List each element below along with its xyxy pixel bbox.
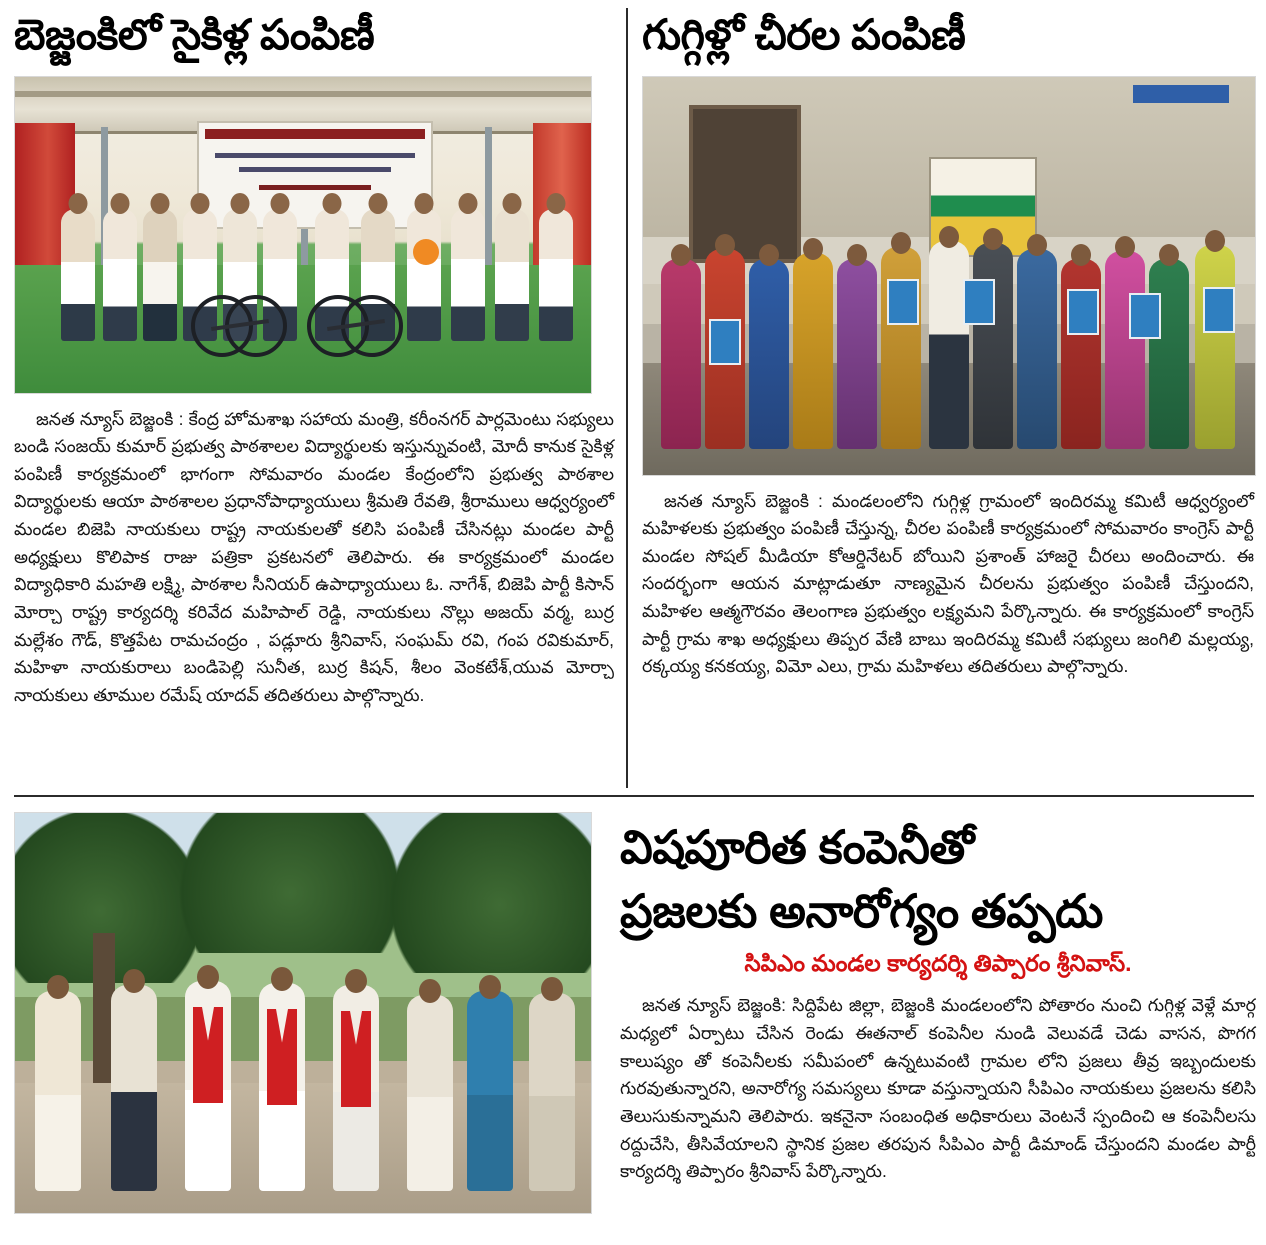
banner-title-bar	[205, 129, 425, 139]
article-cycles	[14, 10, 614, 710]
man-figure	[407, 995, 453, 1191]
headline-sarees: గుగ్గిళ్లో చీరల పంపిణీ	[642, 11, 966, 58]
woman-figure	[881, 247, 921, 449]
person-head	[847, 244, 867, 266]
saree-packet	[1129, 293, 1161, 339]
woman-figure	[837, 259, 877, 449]
person-head	[1205, 230, 1225, 252]
photo-saree-distribution	[642, 76, 1256, 476]
man-figure	[973, 243, 1013, 449]
woman-figure	[1195, 245, 1235, 449]
bicycle-shape	[307, 299, 403, 357]
person-figure	[61, 209, 95, 341]
woman-figure	[749, 259, 789, 449]
saree-packet	[963, 279, 995, 325]
man-figure	[467, 991, 513, 1191]
doorway-shape	[689, 105, 801, 263]
photo-cycle-distribution	[14, 76, 592, 394]
headline-pollution-line1: విషపూరిత కంపెనీతో	[620, 821, 974, 873]
person-head	[547, 193, 566, 214]
pole-shape	[485, 127, 492, 267]
red-scarf	[341, 1011, 371, 1107]
person-head	[671, 244, 691, 266]
saree-packet	[1067, 289, 1099, 335]
person-figure	[407, 209, 441, 341]
person-head	[1027, 234, 1047, 256]
balloon-shape	[413, 239, 439, 265]
person-head	[1159, 244, 1179, 266]
person-head	[47, 975, 69, 999]
vertical-divider	[626, 8, 628, 788]
person-head	[323, 193, 342, 214]
red-scarf	[193, 1007, 223, 1103]
person-figure	[539, 209, 573, 341]
banner-text-line	[259, 185, 371, 190]
building-sign	[1133, 85, 1229, 103]
man-figure	[529, 993, 575, 1191]
man-figure-with-scarf	[185, 981, 231, 1191]
saree-packet	[887, 279, 919, 325]
saree-packet	[709, 319, 741, 365]
man-figure	[111, 985, 157, 1191]
person-head	[151, 193, 170, 214]
subheadline-pollution: సిపిఎం మండల కార్యదర్శి తిప్పారం శ్రీనివాస్.	[744, 949, 1132, 976]
saree-packet	[1203, 287, 1235, 333]
tree-shape	[385, 812, 592, 973]
person-head	[69, 193, 88, 214]
woman-figure	[1061, 259, 1101, 449]
man-figure	[35, 991, 81, 1191]
person-head	[939, 226, 959, 248]
person-head	[123, 969, 145, 993]
person-head	[197, 965, 219, 989]
person-head	[983, 228, 1003, 250]
person-head	[503, 193, 522, 214]
person-figure	[143, 209, 177, 341]
man-figure-with-scarf	[333, 985, 379, 1191]
person-head	[271, 193, 290, 214]
body-text: జనత న్యూస్ బెజ్జంకి: సిద్దిపేట జిల్లా, బెజ్జంకి మండలంలోని పోతారం నుంచి గుగ్గిళ్ల వెళ్లే మార్గ మధ్యలో ఏర్పాటు చేసిన రెండు ఈతనాల్ కంపెనీల నుండి వెలువడే చెడు వాసన, పొగగ కాలుష్యం తో కంపెనీలకు సమీపంలో ఉన్నటువంటి గ్రామల లోని ప్రజలు తీవ్ర ఇబ్బందులకు గురవుతున్నారని, అనారోగ్య సమస్యలు కూడా వస్తున్నాయని సీపిఎం నాయకులు ప్రజలను కలిసి తెలుసుకున్నామని తెలిపారు. ఇకనైనా సంబంధిత అధికారులు వెంటనే స్పందించి ఆ కంపెనీలసు రద్దుచేసి, తీసివేయాలని స్థానిక ప్రజల తరపున సీపిఎం పార్టీ డిమాండ్ చేస్తుందని మండల పార్టీ కార్యదర్శి తిప్పారం శ్రీనివాస్ పేర్కొన్నారు.	[620, 995, 1256, 1182]
body-text: జనత న్యూస్ బెజ్జంకి : కేంద్ర హోమశాఖ సహాయ మంత్రి, కరీంనగర్ పార్లమెంటు సభ్యులు బండి సంజయ్ కుమార్ ప్రభుత్వ పాఠశాలల విద్యార్థులకు ఇస్తున్నువంటి, మోదీ కానుక సైకిళ్ల పంపిణీ కార్యక్రమంలో భాగంగా సోమవారం మండల కేంద్రంలోని ప్రభుత్వ పాఠశాల విద్యార్థులకు ఆయా పాఠశాలల ప్రధానోపాధ్యాయులు శ్రీమతి రేవతి, శ్రీరాములు ఆధ్వర్యంలో మండల బిజెపి నాయకులు రాష్ట్ర నాయకులతో కలిసి పంపిణీ చేసినట్లు మండల పార్టీ అధ్యక్షులు కొలిపాక రాజు పత్రికా ప్రకటనలో తెలిపారు. ఈ కార్యక్రమంలో మండల విద్యాధికారి మహతి లక్ష్మి, పాఠశాల సీనియర్ ఉపాధ్యాయులు ఓ. నాగేశ్, బిజెపి పార్టీ కిసాన్ మోర్చా రాష్ట్ర కార్యదర్శి కరివేద మహిపాల్ రెడ్డి, నాయకులు నొల్లు అజయ్ వర్మ, బుర్ర మల్లేశం గౌడ్, కొత్తపేట రామచంద్రం , పడ్లూరు శ్రీనివాస్, సంఘమ్ రవి, గంప రవికుమార్, మహిళా నాయకురాలు బండిపెల్లి సునీత, బుర్ర కిషన్, శీలం వెంకటేశ్,యువ మోర్చా నాయకులు తూముల రమేష్ యాదవ్ తదితరులు పాల్గొన్నారు.	[14, 408, 614, 705]
photo-block-cpm	[14, 812, 614, 1214]
person-head	[271, 967, 293, 991]
red-scarf	[267, 1009, 297, 1105]
person-head	[111, 193, 130, 214]
person-head	[803, 238, 823, 260]
person-head	[345, 969, 367, 993]
person-figure	[103, 209, 137, 341]
person-head	[415, 193, 434, 214]
person-head	[759, 244, 779, 266]
woman-figure	[793, 253, 833, 449]
person-figure	[451, 209, 485, 341]
headline-pollution-line2: ప్రజలకు అనారోగ్యం తప్పదు	[620, 885, 1103, 938]
woman-figure	[1149, 259, 1189, 449]
person-head	[541, 977, 563, 1001]
person-head	[191, 193, 210, 214]
man-figure	[929, 241, 969, 449]
article-body-cycles	[14, 406, 614, 710]
person-head	[1071, 244, 1091, 266]
article-pollution	[620, 820, 1256, 1186]
person-head	[231, 193, 250, 214]
body-text: జనత న్యూస్ బెజ్జంకి : మండలంలోని గుగ్గిళ్ల గ్రామంలో ఇందిరమ్మ కమిటీ ఆధ్వర్యంలో మహిళలకు ప్రభుత్వం పంపిణీ చేస్తున్న, చీరల పంపిణీ కార్యక్రమంలో సోమవారం కాంగ్రెస్ పార్టీ మండల సోషల్ మీడియా కోఆర్డినేటర్ బోయిని ప్రశాంత్ హాజరై చీరలు అందించారు. ఈ సందర్భంగా ఆయన మాట్లాడుతూ నాణ్యమైన చీరలను ప్రభుత్వం పంపిణీ చేస్తుందని, మహిళల ఆత్మగౌరవం తెలంగాణ ప్రభుత్వం లక్ష్యమని పేర్కొన్నారు. ఈ కార్యక్రమంలో కాంగ్రెస్ పార్టీ గ్రామ శాఖ అధ్యక్షులు తిప్పర వేణి బాబు ఇందిరమ్మ కమిటీ సభ్యులు జంగిలి మల్లయ్య, రక్కయ్య కనకయ్య, విమో ఎలు, గ్రామ మహిళలు తదితరులు పాల్గొన్నారు.	[642, 490, 1254, 677]
woman-figure	[661, 259, 701, 449]
person-head	[891, 232, 911, 254]
person-head	[479, 975, 501, 999]
article-body-sarees	[642, 488, 1254, 681]
banner-text-line	[215, 153, 415, 158]
article-body-pollution	[620, 992, 1256, 1185]
man-figure-with-scarf	[259, 983, 305, 1191]
photo-cpm-leaders	[14, 812, 592, 1214]
bicycle-shape	[191, 299, 287, 357]
headline-cycles: బెజ్జంకిలో సైకిళ్ల పంపిణీ	[14, 11, 375, 58]
person-head	[1115, 236, 1135, 258]
tree-shape	[165, 812, 415, 953]
man-figure	[1017, 249, 1057, 449]
banner-text-line	[239, 167, 391, 172]
woman-figure	[1105, 251, 1145, 449]
person-figure	[495, 209, 529, 341]
person-head	[369, 193, 388, 214]
article-sarees	[642, 10, 1254, 681]
person-head	[715, 234, 735, 256]
person-head	[419, 979, 441, 1003]
person-head	[459, 193, 478, 214]
horizontal-divider	[14, 795, 1254, 797]
